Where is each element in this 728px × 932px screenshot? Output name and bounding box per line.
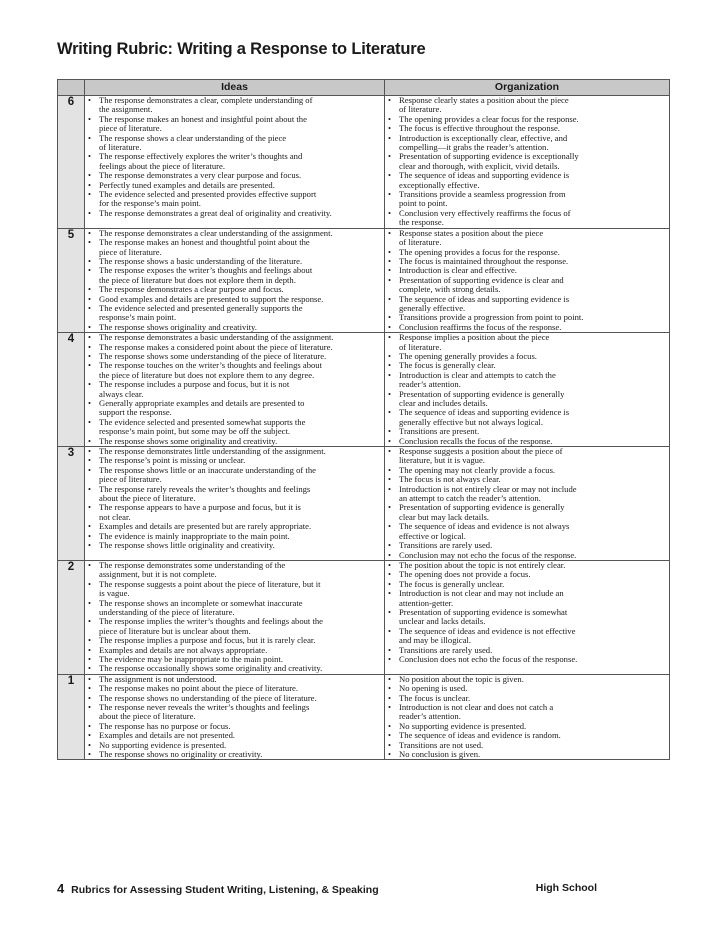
criterion-item: • Examples and details are not presented. [85,731,384,740]
criterion-item: • The sequence of ideas and supporting evidence is generally effective but not always logical. [385,408,669,427]
criterion-item: • Examples and details are presented but are rarely appropriate. [85,522,384,531]
criterion-item: • The response’s point is missing or unclear. [85,456,384,465]
criterion-item: • Examples and details are not always appropriate. [85,646,384,655]
criterion-item: • The response implies the writer’s thoughts and feelings about the piece of literature but is unclear about them. [85,617,384,636]
score-cell: 6 [58,96,85,229]
criterion-item: • The sequence of ideas and supporting evidence is generally effective. [385,295,669,314]
criterion-item: • The response makes a considered point about the piece of literature. [85,343,384,352]
rubric-body [58,96,670,760]
criterion-item: • The response makes an honest and insightful point about the piece of literature. [85,115,384,134]
criterion-item: • The evidence selected and presented generally supports the response’s main point. [85,304,384,323]
score-cell: 1 [58,674,85,760]
organization-cell [385,447,670,561]
criterion-item: • Conclusion recalls the focus of the response. [385,437,669,446]
criterion-item: • Perfectly tuned examples and details are presented. [85,181,384,190]
ideas-criteria-list [85,447,384,550]
rubric-header-row [58,80,670,96]
page-footer [57,881,669,896]
criterion-item: • Transitions provide a seamless progression from point to point. [385,190,669,209]
criterion-item: • The response rarely reveals the writer’s thoughts and feelings about the piece of literature. [85,485,384,504]
organization-cell [385,333,670,447]
criterion-item: • The response implies a purpose and focus, but it is rarely clear. [85,636,384,645]
criterion-item: • The focus is not always clear. [385,475,669,484]
criterion-item: • The opening may not clearly provide a focus. [385,466,669,475]
score-cell: 2 [58,560,85,674]
criterion-item: • The response effectively explores the writer’s thoughts and feelings about the piece of literature. [85,152,384,171]
criterion-item: • Good examples and details are presented to support the response. [85,295,384,304]
criterion-item: • The response shows little or an inaccurate understanding of the piece of literature. [85,466,384,485]
criterion-item: • The evidence is mainly inappropriate to the main point. [85,532,384,541]
criterion-item: • Introduction is not entirely clear or may not include an attempt to catch the reader’s attention. [385,485,669,504]
criterion-item: • The response demonstrates a basic understanding of the assignment. [85,333,384,342]
criterion-item: • The response shows a basic understanding of the literature. [85,257,384,266]
criterion-item: • The response has no purpose or focus. [85,722,384,731]
organization-criteria-list [385,561,669,664]
criterion-item: • The opening generally provides a focus. [385,352,669,361]
ideas-criteria-list [85,675,384,760]
criterion-item: • The assignment is not understood. [85,675,384,684]
criterion-item: • Conclusion does not echo the focus of the response. [385,655,669,664]
score-cell: 3 [58,447,85,561]
criterion-item: • No opening is used. [385,684,669,693]
criterion-item: • Conclusion reaffirms the focus of the response. [385,323,669,332]
criterion-item: • Presentation of supporting evidence is clear and complete, with strong details. [385,276,669,295]
criterion-item: • The response never reveals the writer’s thoughts and feelings about the piece of literature. [85,703,384,722]
rubric-row-score-3 [58,447,670,561]
criterion-item: • No position about the topic is given. [385,675,669,684]
score-cell: 4 [58,333,85,447]
ideas-cell [85,560,385,674]
page-title [57,40,425,59]
ideas-criteria-list [85,561,384,674]
organization-cell [385,560,670,674]
criterion-item: • Generally appropriate examples and details are presented to support the response. [85,399,384,418]
criterion-item: • The response appears to have a purpose and focus, but it is not clear. [85,503,384,522]
criterion-item: • The response demonstrates some understanding of the assignment, but it is not complete. [85,561,384,580]
ideas-cell [85,447,385,561]
criterion-item: • The focus is effective throughout the response. [385,124,669,133]
ideas-criteria-list [85,229,384,332]
criterion-item: • The position about the topic is not entirely clear. [385,561,669,570]
criterion-item: • The evidence may be inappropriate to the main point. [85,655,384,664]
score-cell: 5 [58,228,85,332]
organization-criteria-list [385,333,669,446]
criterion-item: • No supporting evidence is presented. [385,722,669,731]
criterion-item: • The opening provides a focus for the response. [385,248,669,257]
rubric-row-score-2 [58,560,670,674]
criterion-item: • Transitions are present. [385,427,669,436]
page-title-subtitle: Writing a Response to Literature [177,40,426,58]
criterion-item: • Presentation of supporting evidence is exceptionally clear and thorough, with explicit, vivid details. [385,152,669,171]
criterion-item: • The sequence of ideas and evidence is not effective and may be illogical. [385,627,669,646]
criterion-item: • Transitions provide a progression from point to point. [385,313,669,322]
criterion-item: • No supporting evidence is presented. [85,741,384,750]
criterion-item: • The response makes an honest and thoughtful point about the piece of literature. [85,238,384,257]
criterion-item: • Introduction is clear and effective. [385,266,669,275]
criterion-item: • The response demonstrates a clear, complete understanding of the assignment. [85,96,384,115]
criterion-item: • The opening provides a clear focus for the response. [385,115,669,124]
ideas-cell [85,228,385,332]
score-column-header [58,80,85,96]
criterion-item: • Transitions are rarely used. [385,646,669,655]
criterion-item: • The response makes no point about the piece of literature. [85,684,384,693]
criterion-item: • Transitions are not used. [385,741,669,750]
criterion-item: • The response demonstrates a clear understanding of the assignment. [85,229,384,238]
organization-criteria-list [385,447,669,560]
organization-criteria-list [385,229,669,332]
criterion-item: • The response shows no understanding of the piece of literature. [85,694,384,703]
criterion-item: • Conclusion may not echo the focus of the response. [385,551,669,560]
book-title: Rubrics for Assessing Student Writing, Listening, & Speaking [71,884,379,896]
page-title-label: Writing Rubric: [57,40,173,58]
criterion-item: • Introduction is not clear and does not catch a reader’s attention. [385,703,669,722]
criterion-item: • Introduction is not clear and may not include an attention-getter. [385,589,669,608]
ideas-cell [85,96,385,229]
organization-cell [385,96,670,229]
criterion-item: • The response suggests a point about the piece of literature, but it is vague. [85,580,384,599]
criterion-item: • The response demonstrates a great deal of originality and creativity. [85,209,384,218]
criterion-item: • The sequence of ideas and evidence is not always effective or logical. [385,522,669,541]
criterion-item: • Presentation of supporting evidence is generally clear and includes details. [385,390,669,409]
criterion-item: • The response shows originality and creativity. [85,323,384,332]
ideas-cell [85,674,385,760]
criterion-item: • The focus is maintained throughout the response. [385,257,669,266]
criterion-item: • The response touches on the writer’s thoughts and feelings about the piece of literature but does not explore them to any degree. [85,361,384,380]
criterion-item: • Introduction is exceptionally clear, effective, and compelling—it grabs the reader’s attention. [385,134,669,153]
criterion-item: • The evidence selected and presented somewhat supports the response’s main point, but some may be off the subject. [85,418,384,437]
criterion-item: • The response shows little originality and creativity. [85,541,384,550]
criterion-item: • Response clearly states a position about the piece of literature. [385,96,669,115]
ideas-column-header: Ideas [85,80,385,96]
criterion-item: • Response states a position about the piece of literature. [385,229,669,248]
organization-cell [385,228,670,332]
page-number: 4 [57,881,65,896]
criterion-item: • The response shows some understanding of the piece of literature. [85,352,384,361]
organization-cell [385,674,670,760]
organization-column-header: Organization [385,80,670,96]
criterion-item: • The response includes a purpose and focus, but it is not always clear. [85,380,384,399]
criterion-item: • The response occasionally shows some originality and creativity. [85,664,384,673]
organization-criteria-list [385,675,669,760]
organization-criteria-list [385,96,669,228]
criterion-item: • Transitions are rarely used. [385,541,669,550]
grade-level: High School [535,882,597,894]
rubric-table [57,79,670,760]
criterion-item: • The sequence of ideas and supporting evidence is exceptionally effective. [385,171,669,190]
criterion-item: • The sequence of ideas and evidence is random. [385,731,669,740]
rubric-row-score-6 [58,96,670,229]
rubric-row-score-4 [58,333,670,447]
criterion-item: • No conclusion is given. [385,750,669,759]
criterion-item: • Introduction is clear and attempts to catch the reader’s attention. [385,371,669,390]
criterion-item: • Conclusion very effectively reaffirms the focus of the response. [385,209,669,228]
criterion-item: • The response demonstrates little understanding of the assignment. [85,447,384,456]
criterion-item: • The evidence selected and presented provides effective support for the response’s main point. [85,190,384,209]
ideas-criteria-list [85,96,384,218]
rubric-row-score-1 [58,674,670,760]
criterion-item: • The response exposes the writer’s thoughts and feelings about the piece of literature but does not explore them in depth. [85,266,384,285]
criterion-item: • Response suggests a position about the piece of literature, but it is vague. [385,447,669,466]
criterion-item: • Presentation of supporting evidence is generally clear but may lack details. [385,503,669,522]
criterion-item: • The focus is unclear. [385,694,669,703]
criterion-item: • The opening does not provide a focus. [385,570,669,579]
ideas-cell [85,333,385,447]
rubric-row-score-5 [58,228,670,332]
criterion-item: • Presentation of supporting evidence is somewhat unclear and lacks details. [385,608,669,627]
criterion-item: • The focus is generally unclear. [385,580,669,589]
criterion-item: • The response demonstrates a very clear purpose and focus. [85,171,384,180]
criterion-item: • Response implies a position about the piece of literature. [385,333,669,352]
criterion-item: • The response shows a clear understanding of the piece of literature. [85,134,384,153]
ideas-criteria-list [85,333,384,446]
criterion-item: • The response shows no originality or creativity. [85,750,384,759]
criterion-item: • The response shows some originality and creativity. [85,437,384,446]
criterion-item: • The response demonstrates a clear purpose and focus. [85,285,384,294]
criterion-item: • The response shows an incomplete or somewhat inaccurate understanding of the piece of literature. [85,599,384,618]
criterion-item: • The focus is generally clear. [385,361,669,370]
